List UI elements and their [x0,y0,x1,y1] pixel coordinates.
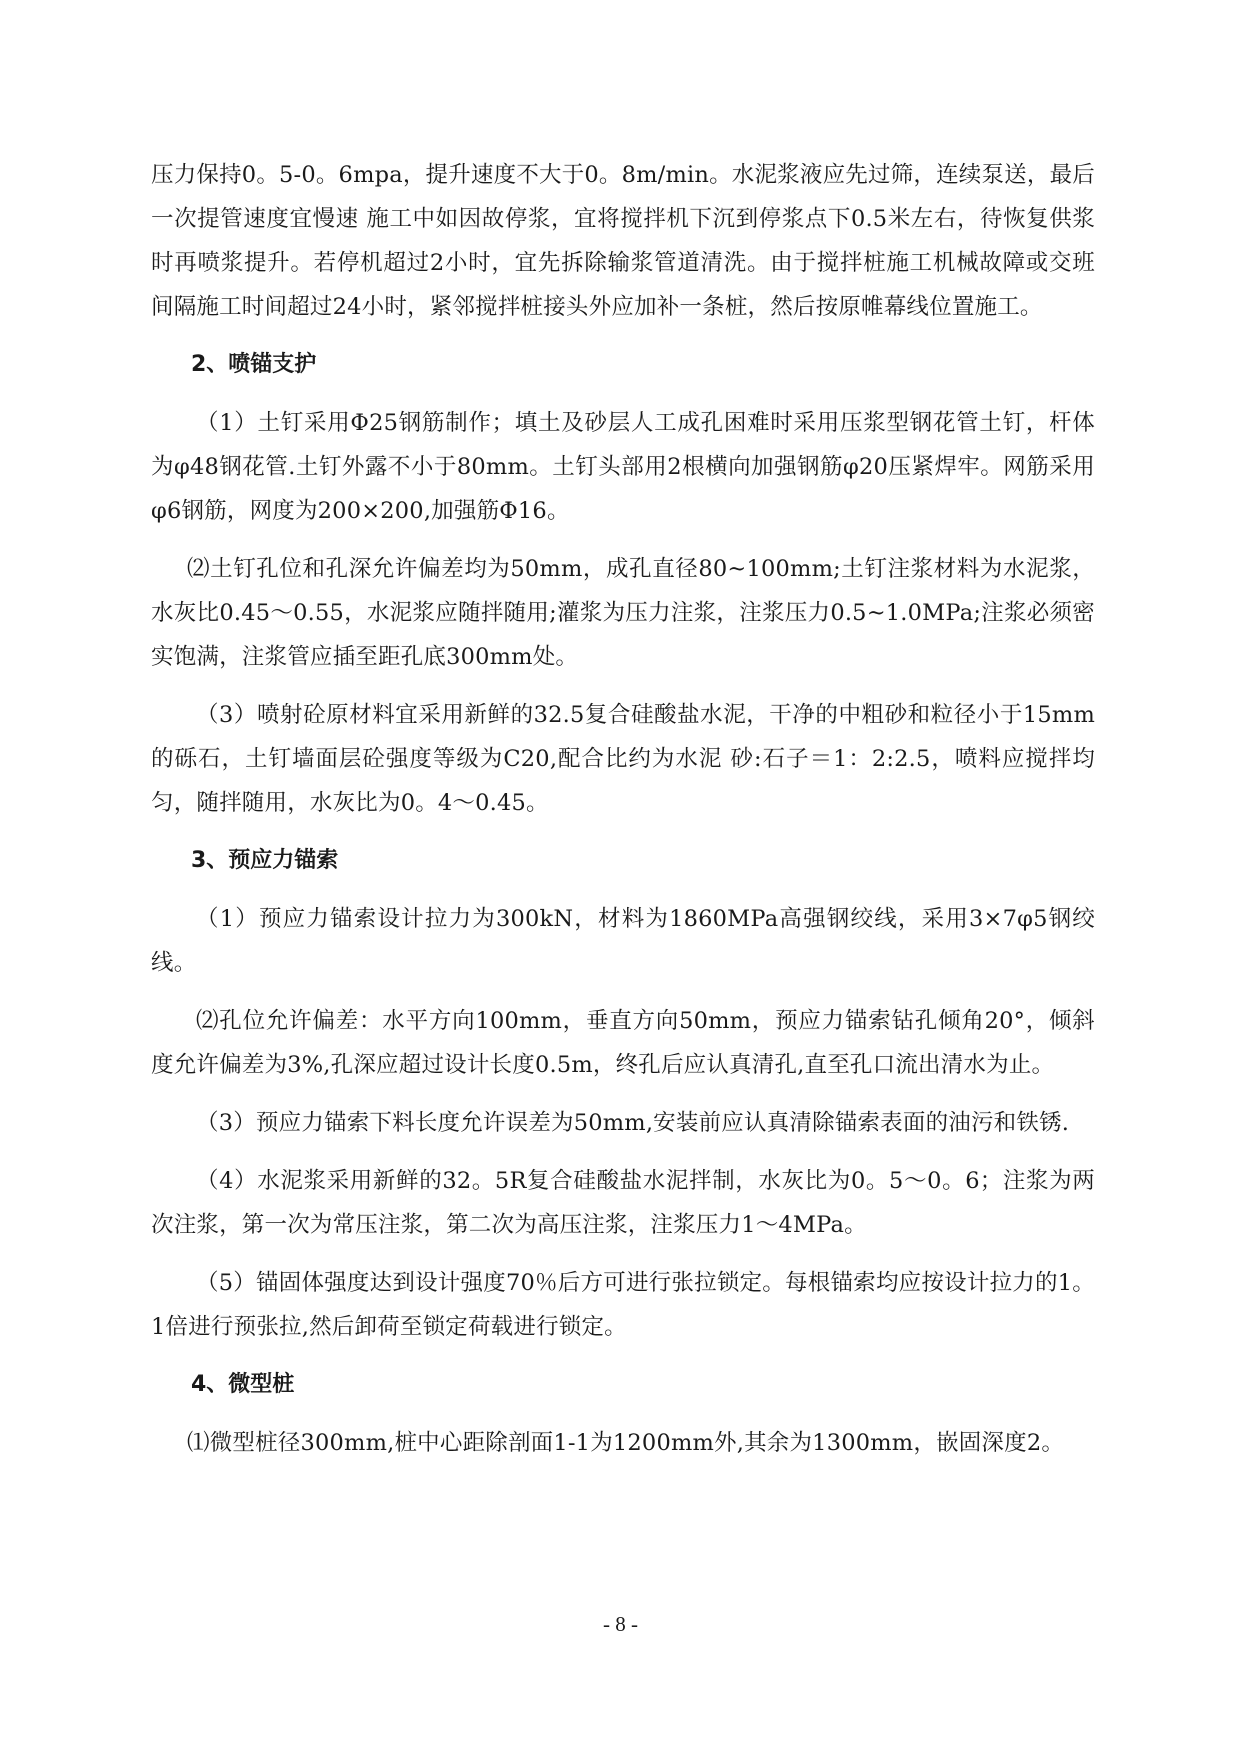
section-heading-micro-pile: 4、微型桩 [191,1372,295,1397]
paragraph-cutting-length: （3）预应力锚索下料长度允许误差为50mm,安装前应认真清除锚索表面的油污和铁锈. [196,1110,1070,1136]
section-heading-prestressed-anchor: 3、预应力锚索 [191,848,339,873]
page-body [151,153,1095,1465]
intro-paragraph: 压力保持0。5-0。6mpa，提升速度不大于0。8m/min。水泥浆液应先过筛，连续泵送，最后一次提管速度宜慢速 施工中如因故停浆，宜将搅拌机下沉到停浆点下0.5米左右，待恢复供浆时再喷浆提升。若停机超过2小时，宜先拆除输浆管道清洗。由于搅拌桩施工机械故障或交班间隔施工时间超过24小时，紧邻搅拌桩接头外应加补一条桩，然后按原帷幕线位置施工。 [151,162,1095,320]
page-number: - 8 - [603,1612,638,1636]
paragraph-soil-nail-tolerance: ⑵土钉孔位和孔深允许偏差均为50mm，成孔直径80~100mm;土钉注浆材料为水泥浆，水灰比0.45～0.55，水泥浆应随拌随用;灌浆为压力注浆，注浆压力0.5~1.0MPa;注浆必须密实饱满，注浆管应插至距孔底300mm处。 [151,556,1095,670]
paragraph-shotcrete-mix: （3）喷射砼原材料宜采用新鲜的32.5复合硅酸盐水泥，干净的中粗砂和粒径小于15mm的砾石，土钉墙面层砼强度等级为C20,配合比约为水泥 砂:石子＝1：2:2.5，喷料应搅拌均匀，随拌随用，水灰比为0。4～0.45。 [151,702,1095,816]
paragraph-soil-nail-material: （1）土钉采用Φ25钢筋制作；填土及砂层人工成孔困难时采用压浆型钢花管土钉，杆体为φ48钢花管.土钉外露不小于80mm。土钉头部用2根横向加强钢筋φ20压紧焊牢。网筋采用φ6钢筋，网度为200×200,加强筋Φ16。 [151,410,1095,524]
paragraph-hole-tolerance: ⑵孔位允许偏差：水平方向100mm，垂直方向50mm，预应力锚索钻孔倾角20°，倾斜度允许偏差为3%,孔深应超过设计长度0.5m，终孔后应认真清孔,直至孔口流出清水为止。 [151,1008,1095,1078]
section-heading-shotcrete-anchor: 2、喷锚支护 [191,352,317,377]
paragraph-grouting: （4）水泥浆采用新鲜的32。5R复合硅酸盐水泥拌制，水灰比为0。5～0。6；注浆为两次注浆，第一次为常压注浆，第二次为高压注浆，注浆压力1～4MPa。 [151,1168,1095,1238]
paragraph-micro-pile-spec: ⑴微型桩径300mm,桩中心距除剖面1-1为1200mm外,其余为1300mm，嵌固深度2。 [187,1430,1065,1456]
paragraph-tensioning: （5）锚固体强度达到设计强度70％后方可进行张拉锁定。每根锚索均应按设计拉力的1。1倍进行预张拉,然后卸荷至锁定荷载进行锁定。 [151,1270,1095,1340]
paragraph-anchor-design-force: （1）预应力锚索设计拉力为300kN，材料为1860MPa高强钢绞线，采用3×7φ5钢绞线。 [151,906,1095,976]
